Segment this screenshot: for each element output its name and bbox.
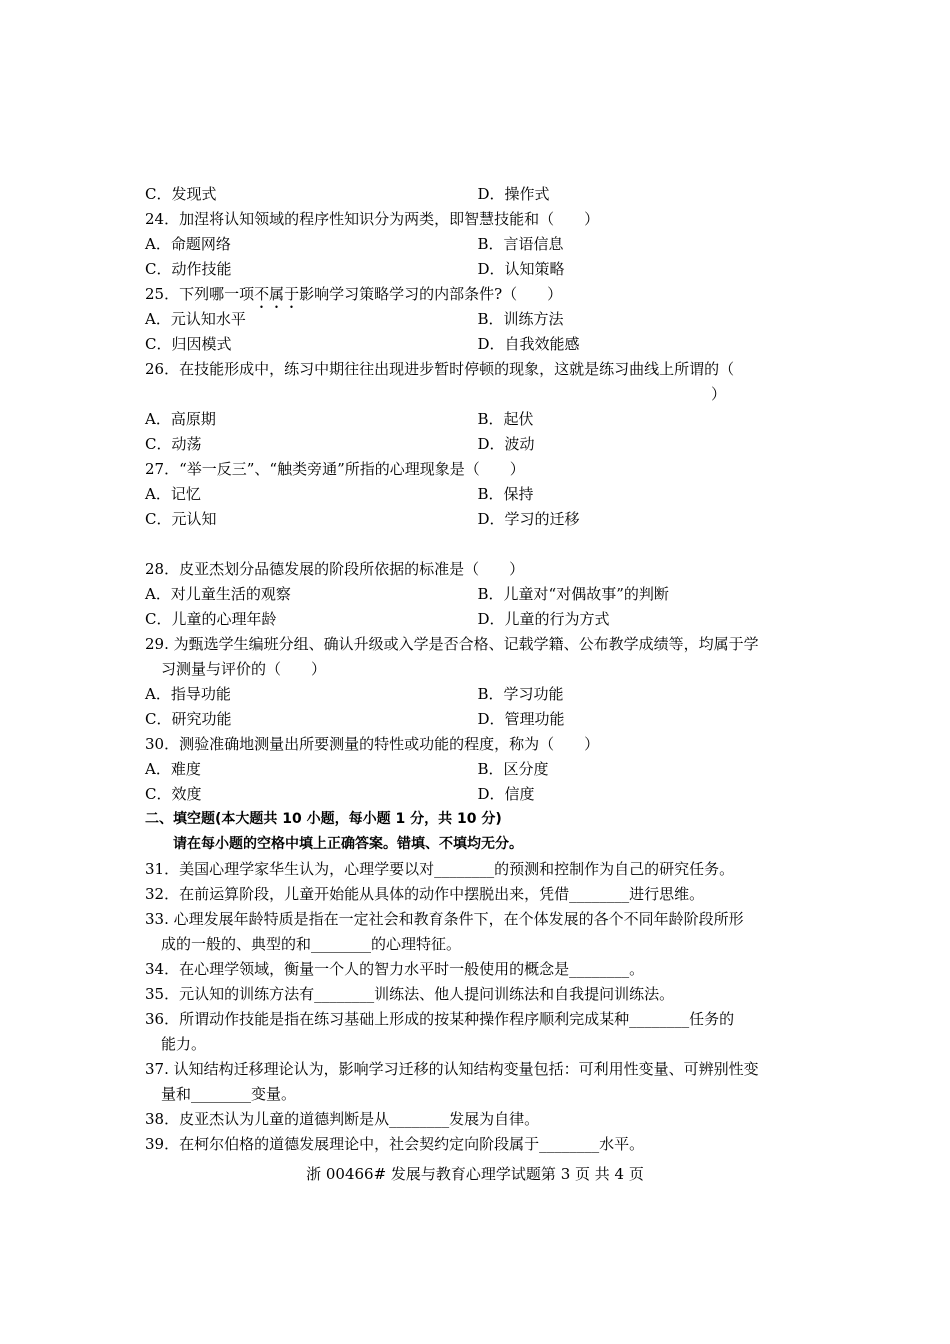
q25-option-a: A．元认知水平 <box>145 310 246 328</box>
section-2-instruction: 请在每小题的空格中填上正确答案。错填、不填均无分。 <box>173 836 523 852</box>
q37-stem-line2: 量和________变量。 <box>161 1085 297 1103</box>
blank-line <box>145 532 810 557</box>
q29-stem-line1: 29. 为甄选学生编班分组、确认升级或入学是否合格、记载学籍、公布教学成绩等，均属于学 <box>145 635 759 653</box>
q30-option-b: B．区分度 <box>477 760 549 778</box>
q25-stem-pre: 25．下列哪一项 <box>145 285 255 303</box>
q26-stem-end: ） <box>710 385 726 403</box>
q30-option-c: C．效度 <box>145 785 202 803</box>
q25-option-d: D．自我效能感 <box>477 335 580 353</box>
q26-option-d: D．波动 <box>477 435 535 453</box>
q28-stem: 28．皮亚杰划分品德发展的阶段所依据的标准是（ ） <box>145 560 525 578</box>
q24-options-ab <box>145 232 810 257</box>
q25-option-c: C．归因模式 <box>145 335 232 353</box>
q28-option-a: A．对儿童生活的观察 <box>145 585 291 603</box>
q35-stem: 35．元认知的训练方法有________训练法、他人提问训练法和自我提问训练法。 <box>145 985 675 1003</box>
q25-option-b: B．训练方法 <box>477 310 564 328</box>
q33-stem-line1: 33. 心理发展年龄特质是指在一定社会和教育条件下，在个体发展的各个不同年龄阶段所形 <box>145 910 744 928</box>
q27-stem: 27．“举一反三”、“触类旁通”所指的心理现象是（ ） <box>145 460 525 478</box>
q25-options-cd <box>145 332 810 357</box>
q36-stem-line2: 能力。 <box>161 1035 207 1053</box>
q29-option-a: A．指导功能 <box>145 685 231 703</box>
q30-option-d: D．信度 <box>477 785 535 803</box>
q30-option-a: A．难度 <box>145 760 201 778</box>
q29-options-cd <box>145 707 810 732</box>
q37-stem-line1: 37. 认知结构迁移理论认为，影响学习迁移的认知结构变量包括：可利用性变量、可辨别性变 <box>145 1060 759 1078</box>
page-footer: 浙 00466# 发展与教育心理学试题第 3 页 共 4 页 <box>306 1165 644 1183</box>
q30-options-ab <box>145 757 810 782</box>
q38-stem: 38．皮亚杰认为儿童的道德判断是从________发展为自律。 <box>145 1110 540 1128</box>
q24-stem: 24．加涅将认知领域的程序性知识分为两类，即智慧技能和（ ） <box>145 210 600 228</box>
q30-stem: 30．测验准确地测量出所要测量的特性或功能的程度，称为（ ） <box>145 735 600 753</box>
q28-option-c: C．儿童的心理年龄 <box>145 610 277 628</box>
q25-options-ab <box>145 307 810 332</box>
q31-stem: 31．美国心理学家华生认为，心理学要以对________的预测和控制作为自己的研究任务。 <box>145 860 735 878</box>
q32-stem: 32．在前运算阶段，儿童开始能从具体的动作中摆脱出来，凭借________进行思维。 <box>145 885 705 903</box>
q28-options-cd <box>145 607 810 632</box>
q24-option-d: D．认知策略 <box>477 260 565 278</box>
q30-options-cd <box>145 782 810 807</box>
q25-stem <box>145 282 810 307</box>
q36-stem-line1: 36．所谓动作技能是指在练习基础上形成的按某种操作程序顺利完成某种________任务的 <box>145 1010 735 1028</box>
q29-stem-line2: 习测量与评价的（ ） <box>161 660 327 678</box>
q23-options-cd <box>145 182 810 207</box>
q28-option-b: B．儿童对“对偶故事”的判断 <box>477 585 669 603</box>
q29-options-ab <box>145 682 810 707</box>
q26-options-ab <box>145 407 810 432</box>
q27-option-b: B．保持 <box>477 485 534 503</box>
q34-stem: 34．在心理学领域，衡量一个人的智力水平时一般使用的概念是________。 <box>145 960 645 978</box>
q24-option-c: C．动作技能 <box>145 260 232 278</box>
q29-option-b: B．学习功能 <box>477 685 564 703</box>
q29-option-d: D．管理功能 <box>477 710 565 728</box>
q27-options-cd <box>145 507 810 532</box>
q26-stem: 26．在技能形成中，练习中期往往出现进步暂时停顿的现象，这就是练习曲线上所谓的（ <box>145 360 735 378</box>
q26-option-c: C．动荡 <box>145 435 202 453</box>
page-content <box>145 182 810 1157</box>
q39-stem: 39．在柯尔伯格的道德发展理论中，社会契约定向阶段属于________水平。 <box>145 1135 645 1153</box>
q28-options-ab <box>145 582 810 607</box>
q28-option-d: D．儿童的行为方式 <box>477 610 610 628</box>
q26-option-a: A．高原期 <box>145 410 216 428</box>
q27-option-a: A．记忆 <box>145 485 201 503</box>
q27-option-d: D．学习的迁移 <box>477 510 580 528</box>
q24-option-a: A．命题网络 <box>145 235 231 253</box>
q33-stem-line2: 成的一般的、典型的和________的心理特征。 <box>161 935 462 953</box>
q23-option-c: C．发现式 <box>145 185 217 203</box>
q29-option-c: C．研究功能 <box>145 710 232 728</box>
q26-option-b: B．起伏 <box>477 410 534 428</box>
q27-options-ab <box>145 482 810 507</box>
q24-options-cd <box>145 257 810 282</box>
section-2-title: 二、填空题(本大题共 10 小题，每小题 1 分，共 10 分) <box>145 811 502 827</box>
q27-option-c: C．元认知 <box>145 510 217 528</box>
q24-option-b: B．言语信息 <box>477 235 564 253</box>
q25-stem-post: 影响学习策略学习的内部条件?（ ） <box>299 285 563 303</box>
q25-stem-emphasis: 不属于 <box>254 285 300 303</box>
q23-option-d: D．操作式 <box>477 185 550 203</box>
q26-options-cd <box>145 432 810 457</box>
